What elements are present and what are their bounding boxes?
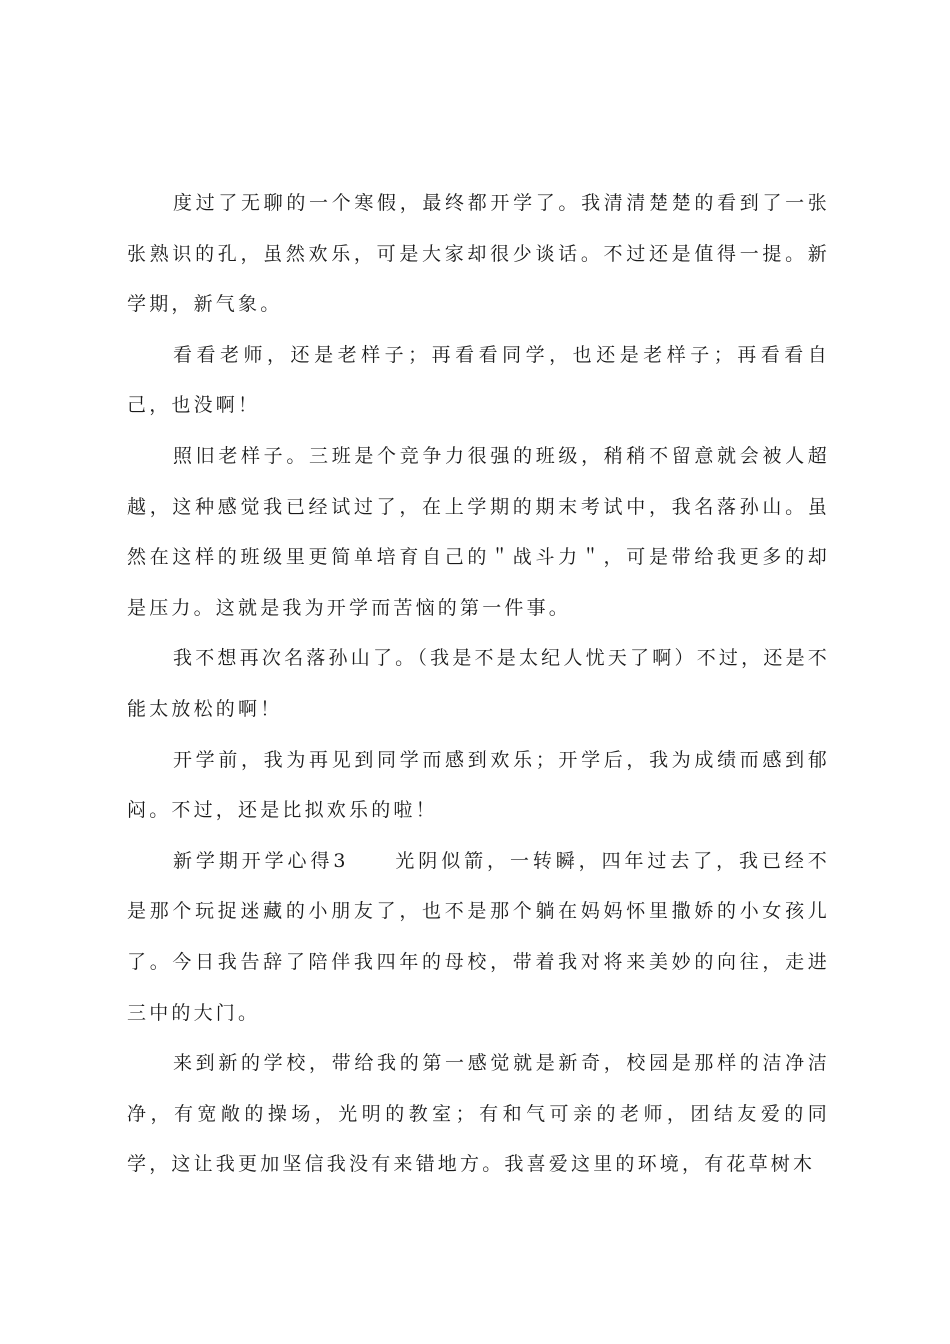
paragraph-2: 看看老师，还是老样子；再看看同学，也还是老样子；再看看自己，也没啊！ — [127, 343, 830, 417]
document-body — [127, 178, 830, 1190]
paragraph-6 — [127, 836, 830, 1038]
paragraph-4: 我不想再次名落孙山了。（我是不是太纪人忧天了啊）不过，还是不能太放松的啊！ — [127, 647, 830, 720]
paragraph-5: 开学前，我为再见到同学而感到欢乐；开学后，我为成绩而感到郁闷。不过，还是比拟欢乐的啦！ — [127, 748, 830, 822]
section-heading: 新学期开学心得3 — [173, 849, 349, 872]
section-first-text: 光阴似箭，一转瞬，四年过去了，我已经不是那个玩捉迷藏的小朋友了，也不是那个躺在妈妈怀里撒娇的小女孩儿了。今日我告辞了陪伴我四年的母校，带着我对将来美妙的向往，走进三中的大门。 — [127, 849, 830, 1024]
paragraph-7: 来到新的学校，带给我的第一感觉就是新奇，校园是那样的洁净洁净，有宽敞的操场，光明的教室；有和气可亲的老师，团结友爱的同学，这让我更加坚信我没有来错地方。我喜爱这里的环境，有花草树木 — [127, 1052, 830, 1176]
paragraph-1: 度过了无聊的一个寒假，最终都开学了。我清清楚楚的看到了一张张熟识的孔，虽然欢乐，可是大家却很少谈话。不过还是值得一提。新学期，新气象。 — [127, 192, 830, 316]
paragraph-3: 照旧老样子。三班是个竞争力很强的班级，稍稍不留意就会被人超越，这种感觉我已经试过了，在上学期的期末考试中，我名落孙山。虽然在这样的班级里更简单培育自己的＂战斗力＂，可是带给我更多的却是压力。这就是我为开学而苦恼的第一件事。 — [127, 444, 830, 619]
